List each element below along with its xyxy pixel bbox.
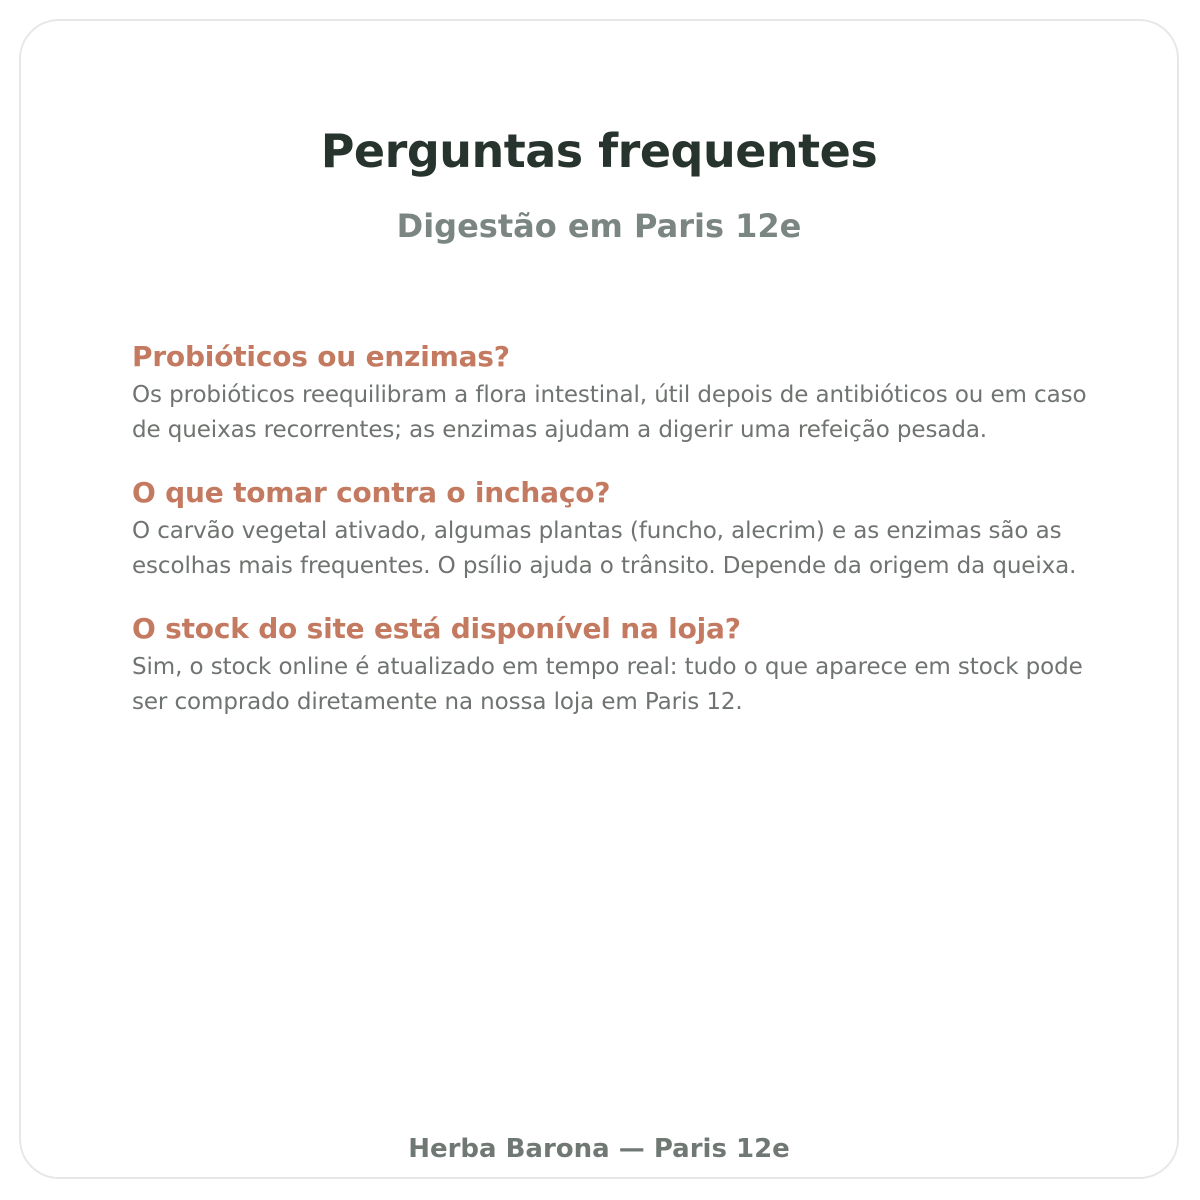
- faq-card: [19, 19, 1179, 1179]
- faq-list: [132, 339, 1122, 747]
- page-title: Perguntas frequentes: [320, 124, 878, 178]
- faq-item-bloating: [132, 475, 1122, 584]
- footer-brand: Herba Barona — Paris 12e: [408, 1134, 790, 1164]
- faq-answer: Sim, o stock online é atualizado em tempo real: tudo o que aparece em stock pode ser comprado diretamente na nossa loja em Paris 12.: [132, 654, 1083, 715]
- faq-item-probiotics: [132, 339, 1122, 448]
- faq-answer: O carvão vegetal ativado, algumas plantas (funcho, alecrim) e as enzimas são as escolhas mais frequentes. O psílio ajuda o trânsito. Depende da origem da queixa.: [132, 518, 1077, 579]
- faq-question: O que tomar contra o inchaço?: [132, 476, 611, 509]
- page-subtitle: Digestão em Paris 12e: [396, 207, 802, 245]
- faq-question: Probióticos ou enzimas?: [132, 340, 510, 373]
- faq-answer: Os probióticos reequilibram a flora intestinal, útil depois de antibióticos ou em caso de queixas recorrentes; as enzimas ajudam a digerir uma refeição pesada.: [132, 382, 1087, 443]
- faq-question: O stock do site está disponível na loja?: [132, 612, 741, 645]
- faq-item-stock: [132, 611, 1122, 720]
